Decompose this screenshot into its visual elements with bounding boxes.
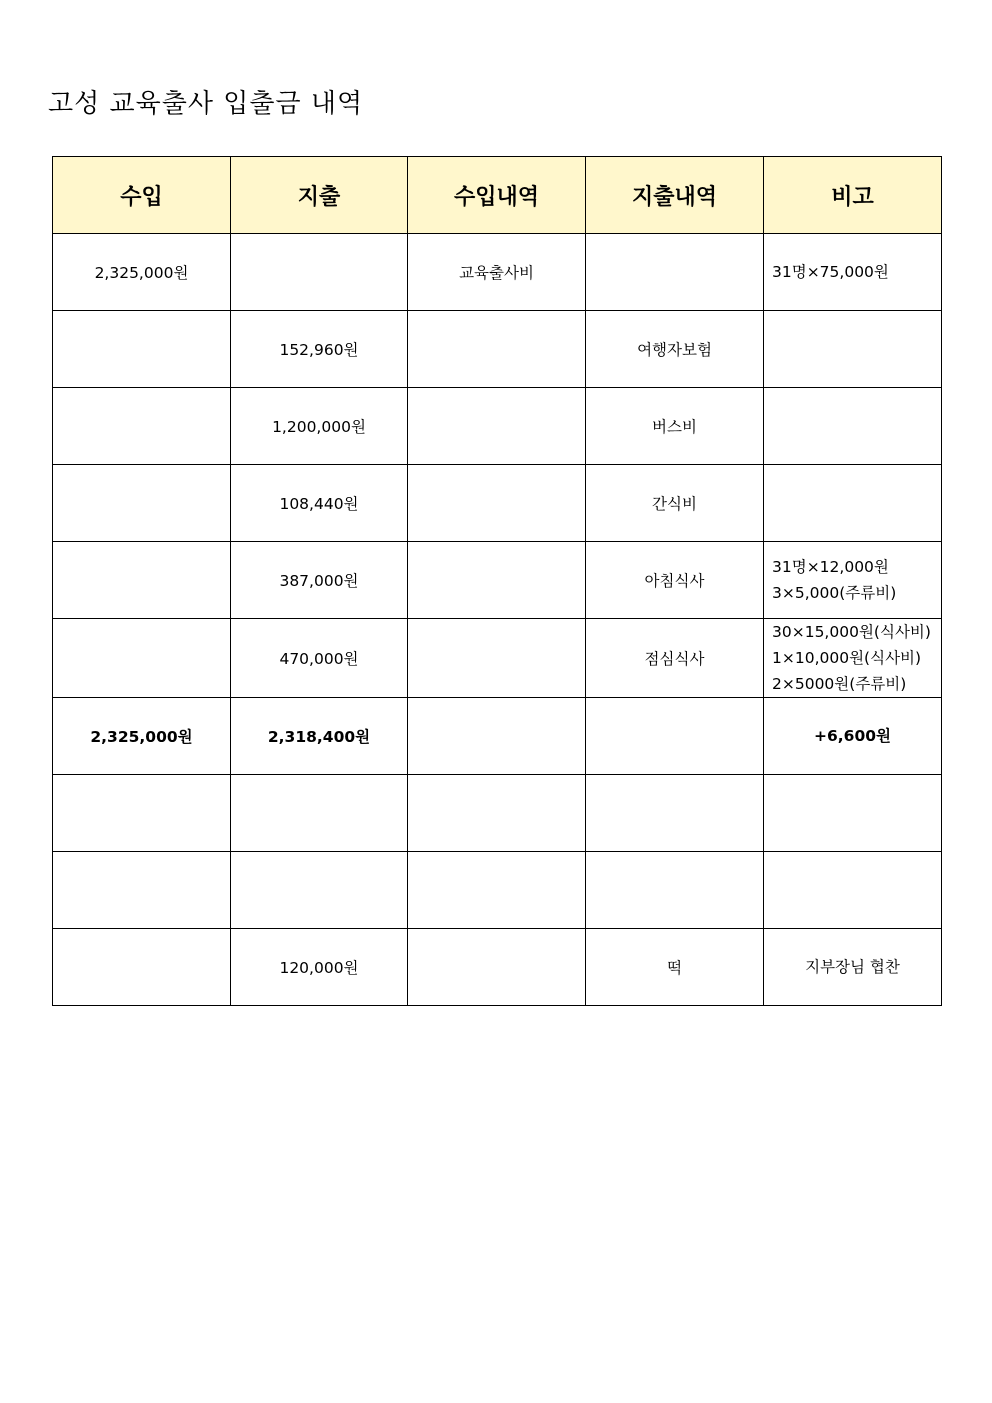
- header-expense-detail: 지출내역: [586, 157, 764, 234]
- income-detail-cell: [408, 619, 586, 698]
- income-detail-cell: [408, 465, 586, 542]
- expense-detail-cell: 아침식사: [586, 542, 764, 619]
- header-income: 수입: [53, 157, 231, 234]
- table-row: [53, 465, 942, 542]
- header-expense: 지출: [231, 157, 408, 234]
- income-total-cell: 2,325,000원: [53, 698, 231, 775]
- page-title: 고성 교육출사 입출금 내역: [48, 89, 364, 119]
- expense-detail-cell: 떡: [586, 929, 764, 1006]
- expense-cell: 120,000원: [231, 929, 408, 1006]
- note-line: 3×5,000(주류비): [772, 584, 897, 602]
- income-cell: [53, 388, 231, 465]
- income-detail-cell: [408, 775, 586, 852]
- income-detail-cell: [408, 698, 586, 775]
- income-cell: 2,325,000원: [53, 234, 231, 311]
- expense-detail-cell: 간식비: [586, 465, 764, 542]
- note-line: 31명×75,000원: [772, 263, 889, 281]
- income-detail-cell: [408, 542, 586, 619]
- notes-cell: [764, 542, 942, 619]
- expense-cell: [231, 775, 408, 852]
- expense-cell: 1,200,000원: [231, 388, 408, 465]
- ledger-table: [52, 156, 942, 1006]
- notes-cell: [764, 388, 942, 465]
- income-detail-cell: 교육출사비: [408, 234, 586, 311]
- expense-cell: 387,000원: [231, 542, 408, 619]
- expense-cell: 152,960원: [231, 311, 408, 388]
- income-detail-cell: [408, 311, 586, 388]
- notes-cell: [764, 929, 942, 1006]
- table-row: [53, 311, 942, 388]
- table-row: [53, 929, 942, 1006]
- income-cell: [53, 311, 231, 388]
- expense-cell: [231, 852, 408, 929]
- income-cell: [53, 619, 231, 698]
- balance-cell: [764, 698, 942, 775]
- notes-cell: [764, 311, 942, 388]
- table-header-row: [53, 157, 942, 234]
- table-row: [53, 775, 942, 852]
- income-cell: [53, 852, 231, 929]
- table-row: [53, 852, 942, 929]
- note-line: 2×5000원(주류비): [772, 675, 907, 693]
- table-row: [53, 234, 942, 311]
- income-detail-cell: [408, 388, 586, 465]
- table-row: [53, 619, 942, 698]
- total-row: [53, 698, 942, 775]
- notes-cell: [764, 465, 942, 542]
- note-line: 30×15,000원(식사비): [772, 623, 931, 641]
- expense-detail-cell: [586, 775, 764, 852]
- income-cell: [53, 465, 231, 542]
- expense-total-cell: 2,318,400원: [231, 698, 408, 775]
- income-cell: [53, 542, 231, 619]
- expense-detail-cell: 버스비: [586, 388, 764, 465]
- table-row: [53, 542, 942, 619]
- table-row: [53, 388, 942, 465]
- income-detail-cell: [408, 929, 586, 1006]
- expense-detail-cell: [586, 234, 764, 311]
- income-detail-cell: [408, 852, 586, 929]
- expense-detail-cell: [586, 698, 764, 775]
- notes-cell: [764, 619, 942, 698]
- note-line: 31명×12,000원: [772, 558, 889, 576]
- header-notes: 비고: [764, 157, 942, 234]
- expense-detail-cell: [586, 852, 764, 929]
- expense-cell: 470,000원: [231, 619, 408, 698]
- expense-detail-cell: 점심식사: [586, 619, 764, 698]
- income-cell: [53, 775, 231, 852]
- expense-cell: [231, 234, 408, 311]
- note-line: 지부장님 협찬: [805, 958, 900, 976]
- income-cell: [53, 929, 231, 1006]
- note-line: 1×10,000원(식사비): [772, 649, 922, 667]
- balance-value: +6,600원: [814, 727, 891, 745]
- notes-cell: [764, 234, 942, 311]
- header-income-detail: 수입내역: [408, 157, 586, 234]
- notes-cell: [764, 852, 942, 929]
- notes-cell: [764, 775, 942, 852]
- expense-detail-cell: 여행자보험: [586, 311, 764, 388]
- expense-cell: 108,440원: [231, 465, 408, 542]
